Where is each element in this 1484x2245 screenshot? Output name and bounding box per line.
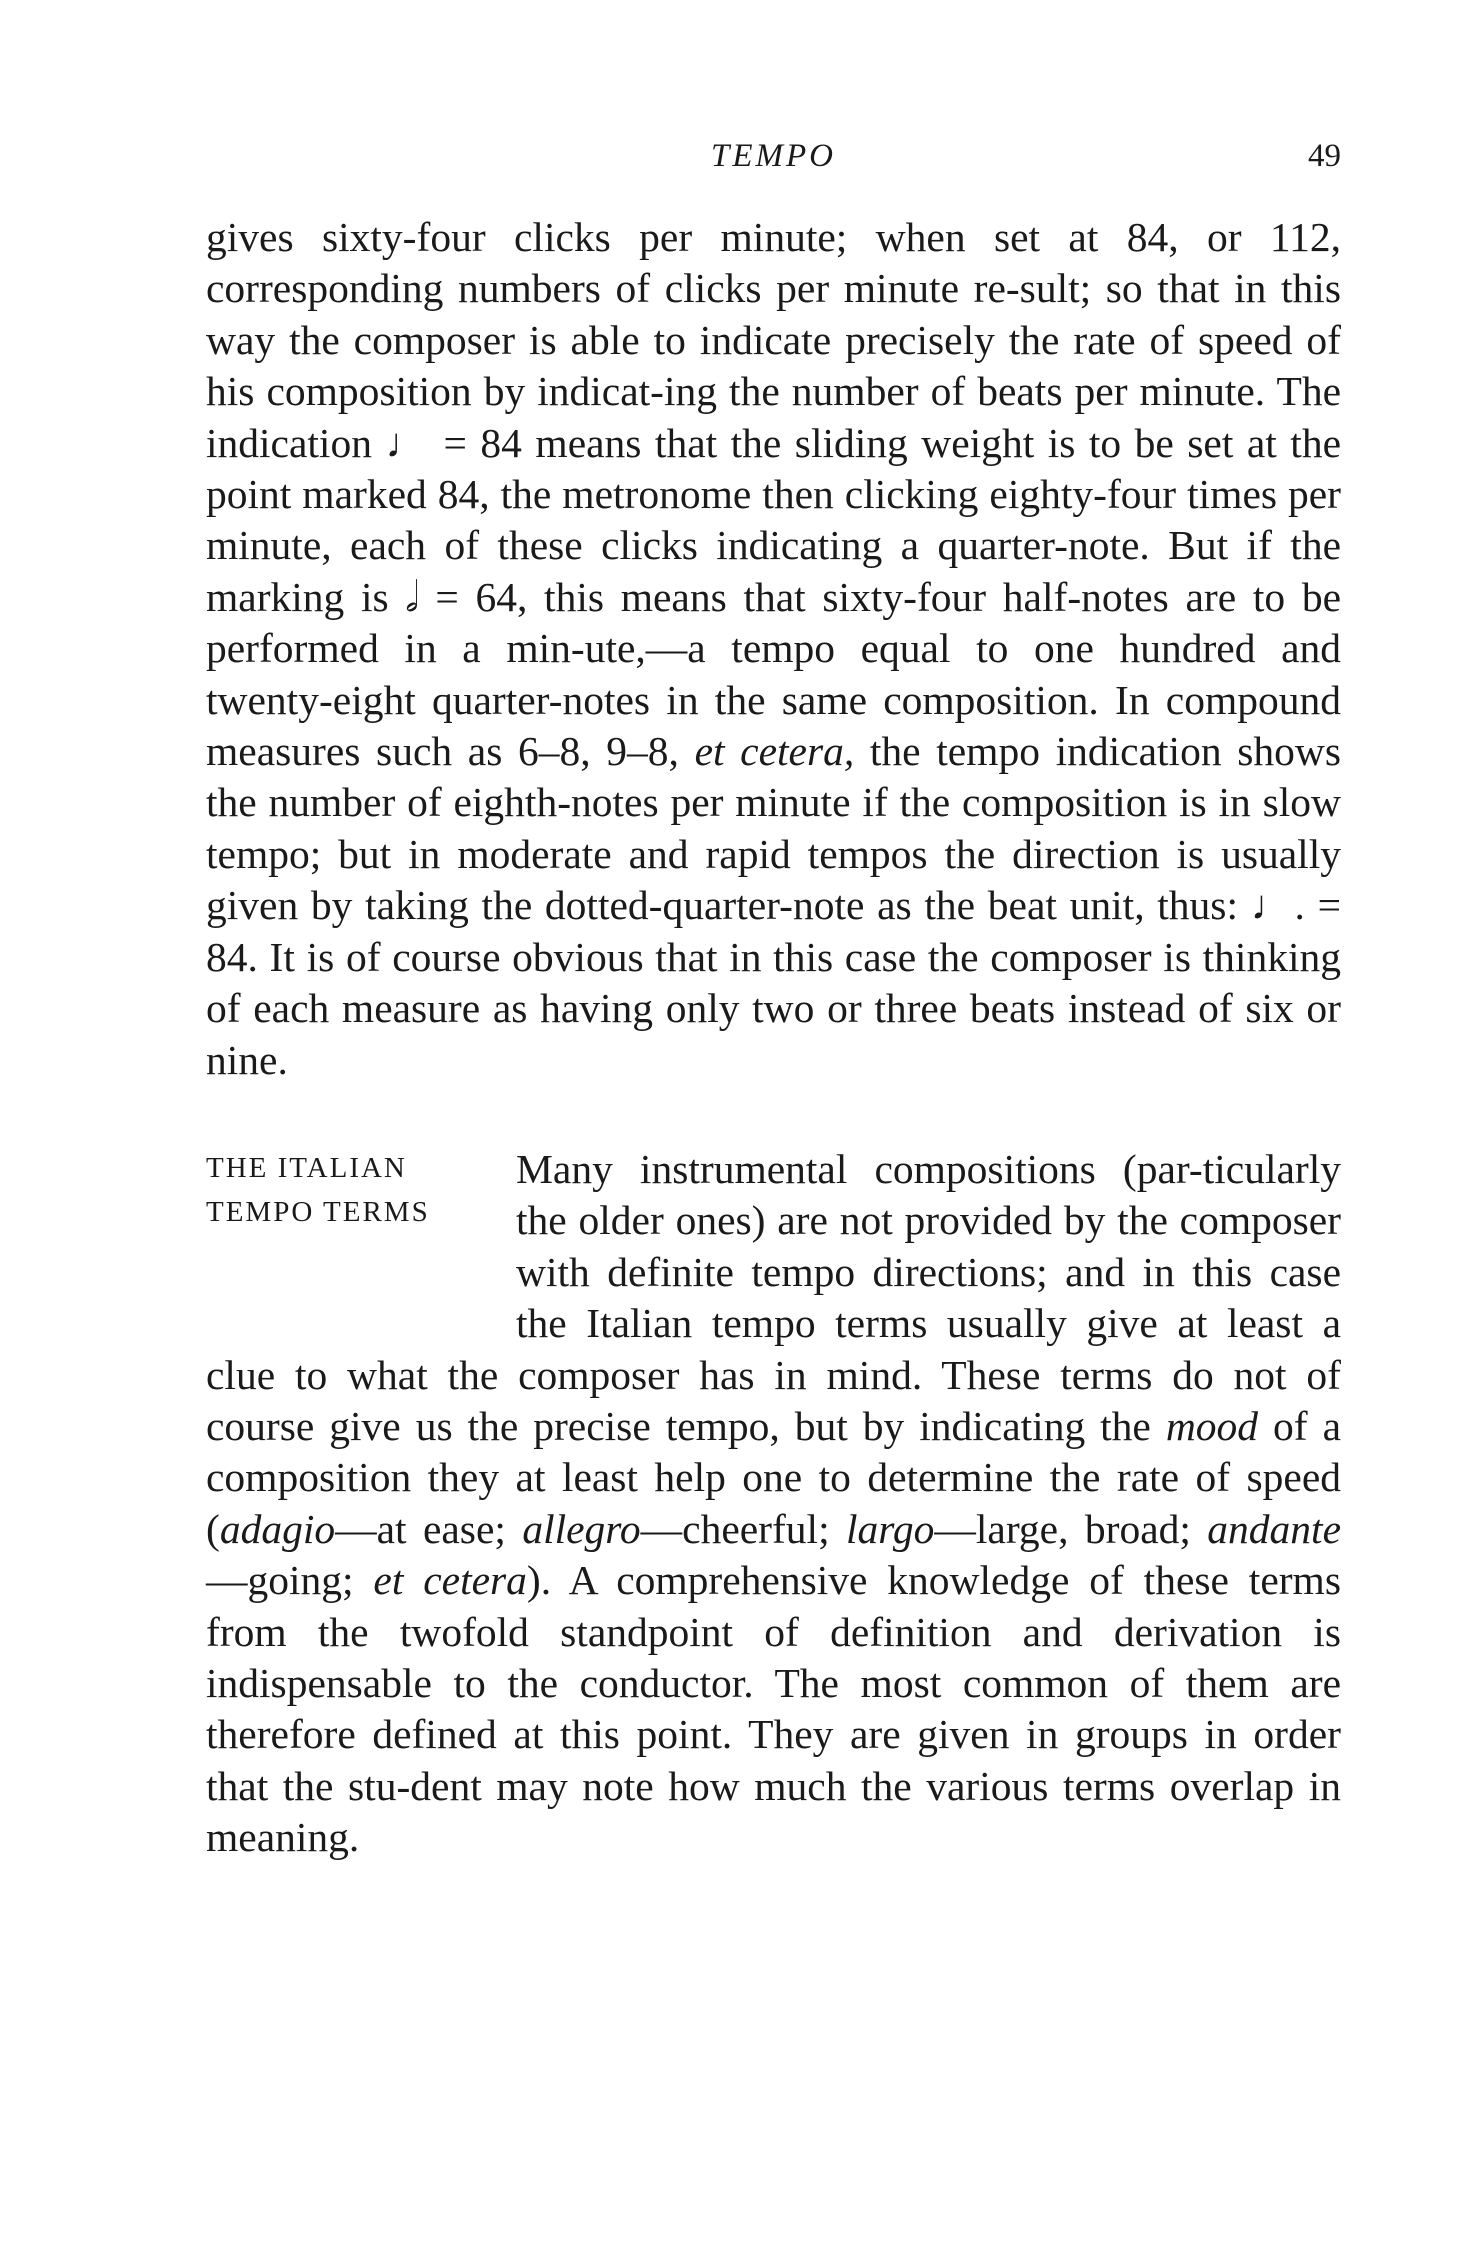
page-number: 49 xyxy=(1308,138,1341,174)
emphasis-et-cetera: et cetera xyxy=(373,1557,527,1604)
paragraph-metronome xyxy=(206,212,1341,1086)
text-run: ). A comprehensive knowledge of these terms from the twofold standpoint of definition and derivation is indispensable to the conductor. The most common of them are therefore defined at this point. They are given in groups in order that the stu-dent may note how much the various terms overlap in meaning. xyxy=(206,1557,1341,1861)
text-run: gives sixty-four clicks per minute; when set at 84, or 112, corresponding numbers of clicks per minute re-sult; so that in this way the composer is able to indicate precisely the rate of speed of his composition by indicat-ing the number of beats per minute. The indication xyxy=(206,214,1341,466)
running-head xyxy=(206,134,1341,178)
text-run: —at ease; xyxy=(335,1505,523,1552)
text-run: of a composition they at least help one to determine the rate of speed ( xyxy=(206,1402,1341,1552)
emphasis-mood: mood xyxy=(1165,1402,1259,1449)
emphasis-et-cetera: et cetera, xyxy=(694,728,855,775)
term-andante: andante xyxy=(1207,1505,1341,1552)
section-italian-tempo-terms xyxy=(206,1144,1341,1864)
text-run: = 84 means that the sliding weight is to be set at the point marked 84, the metronome then clicking eighty-four times per minute, each of these clicks indicating a quarter-note. But if the marking is xyxy=(206,419,1341,620)
side-heading-line-2: TEMPO TERMS xyxy=(206,1195,430,1228)
text-run: the tempo indication shows the number of eighth-notes per minute if the composition is in slow tempo; but in moderate and rapid tempos the direction is usually given by taking the dotted-quarter-note as the beat unit, thus: xyxy=(206,728,1341,929)
text-run: = 64, this means that sixty-four half-notes are to be performed in a min-ute,—a tempo equal to one hundred and twenty-eight quarter-notes in the same composition. In compound measures such as 6–8, 9–8, xyxy=(206,573,1341,775)
term-allegro: allegro xyxy=(522,1505,641,1552)
text-run: = 84. It is of course obvious that in this case the composer is thinking of each measure as having only two or three beats instead of six or nine. xyxy=(206,882,1341,1083)
half-note-symbol: 𝅗𝅥 xyxy=(405,573,419,620)
side-heading-line-1: THE ITALIAN xyxy=(206,1151,407,1184)
dotted-quarter-note-symbol: ♩. xyxy=(1250,882,1305,929)
term-largo: largo xyxy=(846,1505,935,1552)
term-adagio: adagio xyxy=(219,1505,336,1552)
quarter-note-symbol: ♩ xyxy=(385,419,431,466)
text-run: Many instrumental compositions (par-ticularly the older ones) are not provided by the composer with definite tempo directions; and in this case the Italian tempo terms usually give at least a clue to what the composer has in mind. These terms do not of course give us the precise tempo, but by indicating the xyxy=(206,1145,1341,1449)
text-run: —going; xyxy=(206,1557,374,1604)
side-heading xyxy=(206,1144,498,1300)
running-title: TEMPO xyxy=(711,138,836,174)
body-text xyxy=(206,212,1341,1864)
text-run: —large, broad; xyxy=(934,1505,1208,1552)
text-run: —cheerful; xyxy=(640,1505,847,1552)
